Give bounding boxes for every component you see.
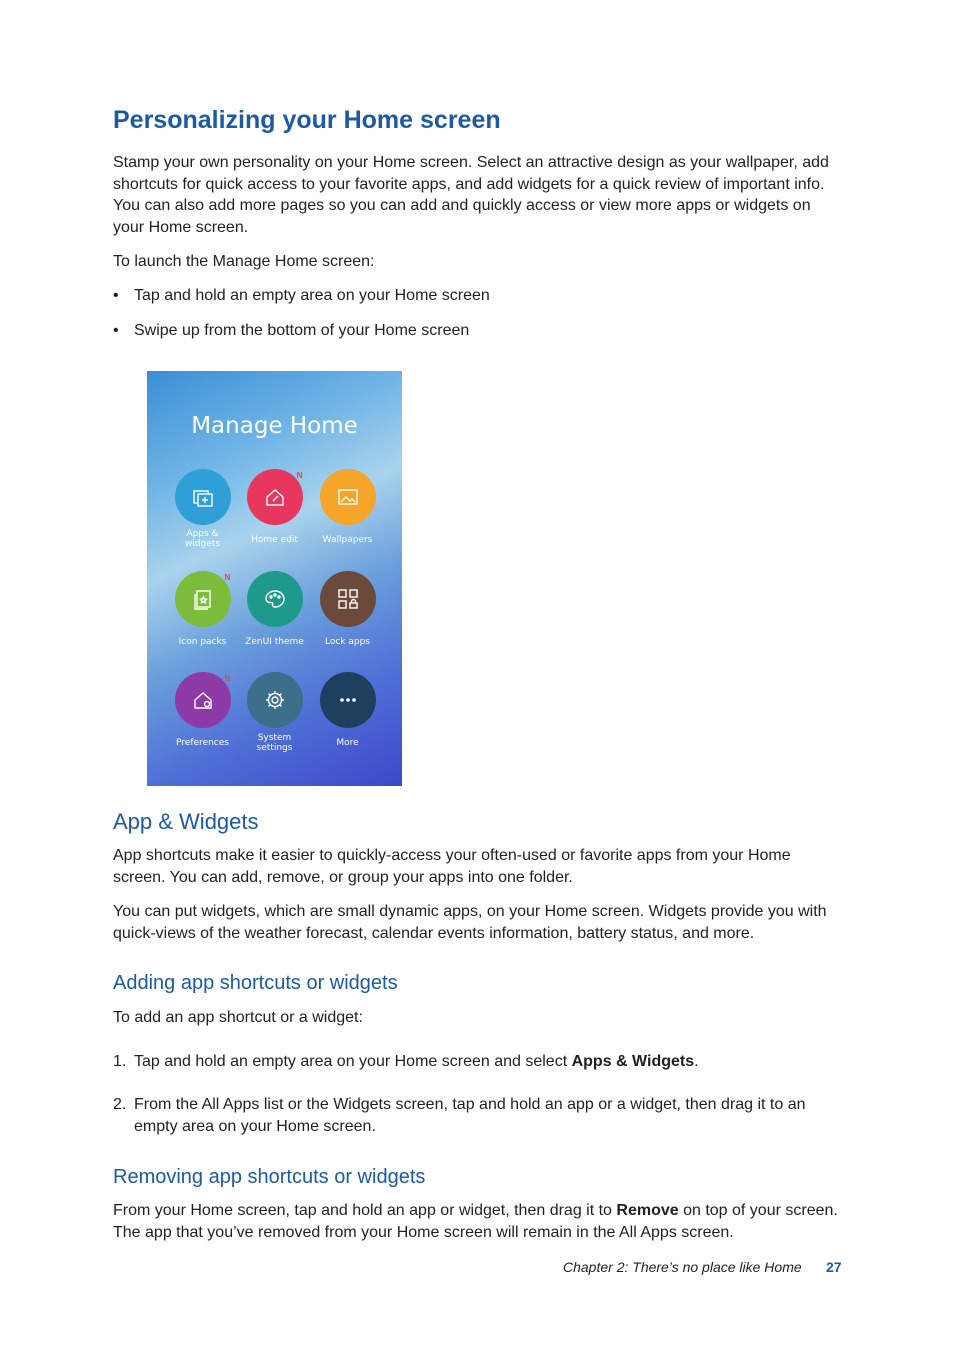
new-badge: N [224, 573, 231, 582]
tile-label: Lock apps [324, 637, 370, 647]
home-edit-icon [247, 469, 303, 525]
preferences-icon [175, 672, 231, 728]
removing-paragraph: From your Home screen, tap and hold an app or widget, then drag it to Remove on top of your screen. The app that you’ve removed from your Home screen will remain in the All Apps screen. [113, 1202, 838, 1241]
remove-term: Remove [616, 1202, 679, 1219]
tile-home-edit[interactable] [238, 469, 311, 545]
apps-widgets-icon [175, 469, 231, 525]
apps-widgets-term: Apps & Widgets [571, 1053, 695, 1070]
manage-home-screenshot [147, 371, 402, 786]
new-badge: N [296, 471, 303, 480]
gear-icon [247, 672, 303, 728]
tile-label: Wallpapers [322, 535, 373, 545]
tile-label: Icon packs [178, 637, 227, 647]
tile-wallpapers[interactable] [311, 469, 384, 545]
step-1: 1. Tap and hold an empty area on your Home screen and select Apps & Widgets. [113, 1053, 699, 1070]
manage-home-title: Manage Home [191, 413, 358, 439]
app-widgets-paragraph-2: You can put widgets, which are small dynamic apps, on your Home screen. Widgets provide you with quick-views of the weather forecast, calendar events information, battery status, and more. [113, 903, 827, 942]
more-icon [320, 672, 376, 728]
tile-label: Apps & widgets [184, 529, 221, 549]
new-badge: N [224, 674, 231, 683]
adding-lead: To add an app shortcut or a widget: [113, 1009, 363, 1026]
heading-adding-shortcuts: Adding app shortcuts or widgets [113, 972, 398, 994]
app-widgets-paragraph-1: App shortcuts make it easier to quickly-access your often-used or favorite apps from your Home screen. You can add, remove, or group your apps into one folder. [113, 847, 791, 886]
bullet-item: • Tap and hold an empty area on your Home screen [113, 287, 490, 304]
tile-preferences[interactable] [166, 672, 239, 748]
launch-text: To launch the Manage Home screen: [113, 253, 375, 270]
tile-label: Preferences [176, 738, 229, 748]
heading-app-widgets: App & Widgets [113, 809, 259, 834]
lock-apps-icon [320, 571, 376, 627]
tile-system-settings[interactable] [238, 672, 311, 753]
tile-label: ZenUI theme [245, 637, 304, 647]
step-2: 2. From the All Apps list or the Widgets screen, tap and hold an app or a widget, then drag it to an empty area on your Home screen. [113, 1096, 806, 1135]
tile-label: More [336, 738, 359, 748]
tile-icon-packs[interactable] [166, 571, 239, 647]
tile-label: Home edit [251, 535, 298, 545]
tile-zenui-theme[interactable] [238, 571, 311, 647]
wallpaper-icon [320, 469, 376, 525]
tile-apps-widgets[interactable] [166, 469, 239, 549]
page-number: 27 [826, 1259, 842, 1275]
intro-paragraph: Stamp your own personality on your Home screen. Select an attractive design as your wallpaper, add shortcuts for quick access to your favorite apps, and add widgets for a quick review of important info. You can also add more pages so you can add and quickly access or view more apps or widgets on your Home screen. [113, 154, 829, 236]
icon-pack-icon [175, 571, 231, 627]
footer-chapter: Chapter 2: There’s no place like Home [563, 1259, 802, 1275]
tile-label: System settings [256, 733, 293, 753]
heading-removing-shortcuts: Removing app shortcuts or widgets [113, 1166, 426, 1188]
bullet-item: • Swipe up from the bottom of your Home screen [113, 322, 470, 339]
tile-lock-apps[interactable] [311, 571, 384, 647]
palette-icon [247, 571, 303, 627]
page-title: Personalizing your Home screen [113, 106, 501, 134]
tile-more[interactable] [311, 672, 384, 748]
